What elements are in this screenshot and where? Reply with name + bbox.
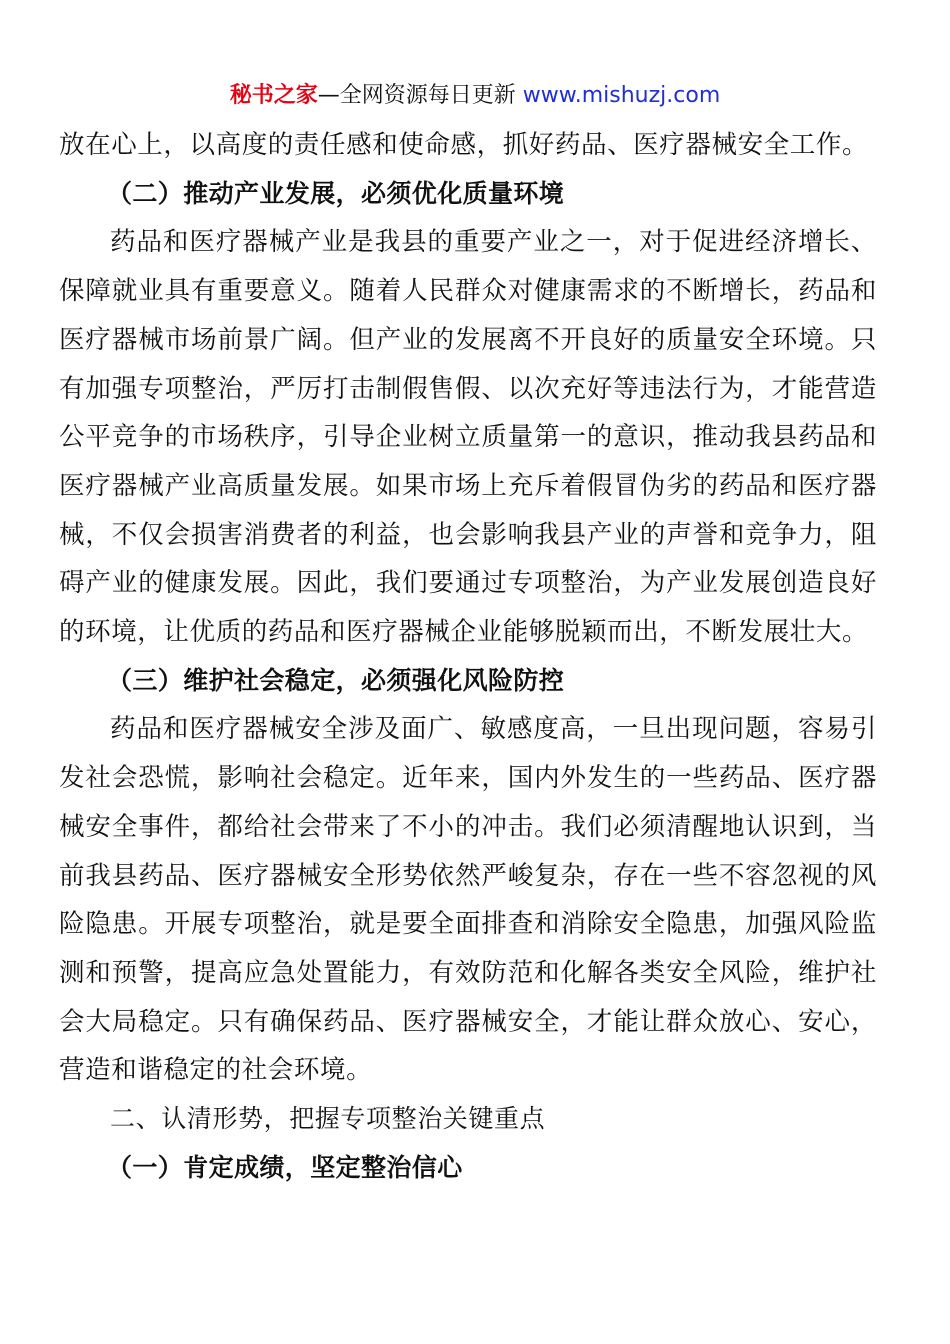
site-slogan: 全网资源每日更新 bbox=[339, 83, 516, 108]
header-dash: — bbox=[317, 83, 340, 108]
section-title-situation: 二、认清形势，把握专项整治关键重点 bbox=[110, 1104, 546, 1134]
subheading-affirm-achievements: （一）肯定成绩，坚定整治信心 bbox=[107, 1152, 463, 1182]
paragraph-social-stability: 药品和医疗器械安全涉及面广、敏感度高，一旦出现问题，容易引发社会恐慌，影响社会稳定。近年来，国内外发生的一些药品、医疗器械安全事件，都给社会带来了不小的冲击。我们必须清醒地认识到，当前我县药品、医疗器械安全形势依然严峻复杂，存在一些不容忽视的风险隐患。开展专项整治，就是要全面排查和消除安全隐患，加强风险监测和预警，提高应急处置能力，有效防范和化解各类安全风险，维护社会大局稳定。只有确保药品、医疗器械安全，才能让群众放心、安心，营造和谐稳定的社会环境。 bbox=[59, 714, 877, 1086]
site-header bbox=[0, 80, 950, 112]
subheading-industry-development: （二）推动产业发展，必须优化质量环境 bbox=[107, 178, 565, 208]
paragraph-industry-development: 药品和医疗器械产业是我县的重要产业之一，对于促进经济增长、保障就业具有重要意义。随着人民群众对健康需求的不断增长，药品和医疗器械市场前景广阔。但产业的发展离不开良好的质量安全环境。只有加强专项整治，严厉打击制假售假、以次充好等违法行为，才能营造公平竞争的市场秩序，引导企业树立质量第一的意识，推动我县药品和医疗器械产业高质量发展。如果市场上充斥着假冒伪劣的药品和医疗器械，不仅会损害消费者的利益，也会影响我县产业的声誉和竞争力，阻碍产业的健康发展。因此，我们要通过专项整治，为产业发展创造良好的环境，让优质的药品和医疗器械企业能够脱颖而出，不断发展壮大。 bbox=[59, 227, 877, 648]
subheading-social-stability: （三）维护社会稳定，必须强化风险防控 bbox=[107, 665, 565, 695]
document-body bbox=[59, 121, 877, 1192]
site-brand: 秘书之家 bbox=[229, 83, 318, 108]
site-url-link[interactable]: www.mishuzj.com bbox=[522, 83, 721, 108]
paragraph-continuation: 放在心上，以高度的责任感和使命感，抓好药品、医疗器械安全工作。 bbox=[59, 130, 869, 160]
